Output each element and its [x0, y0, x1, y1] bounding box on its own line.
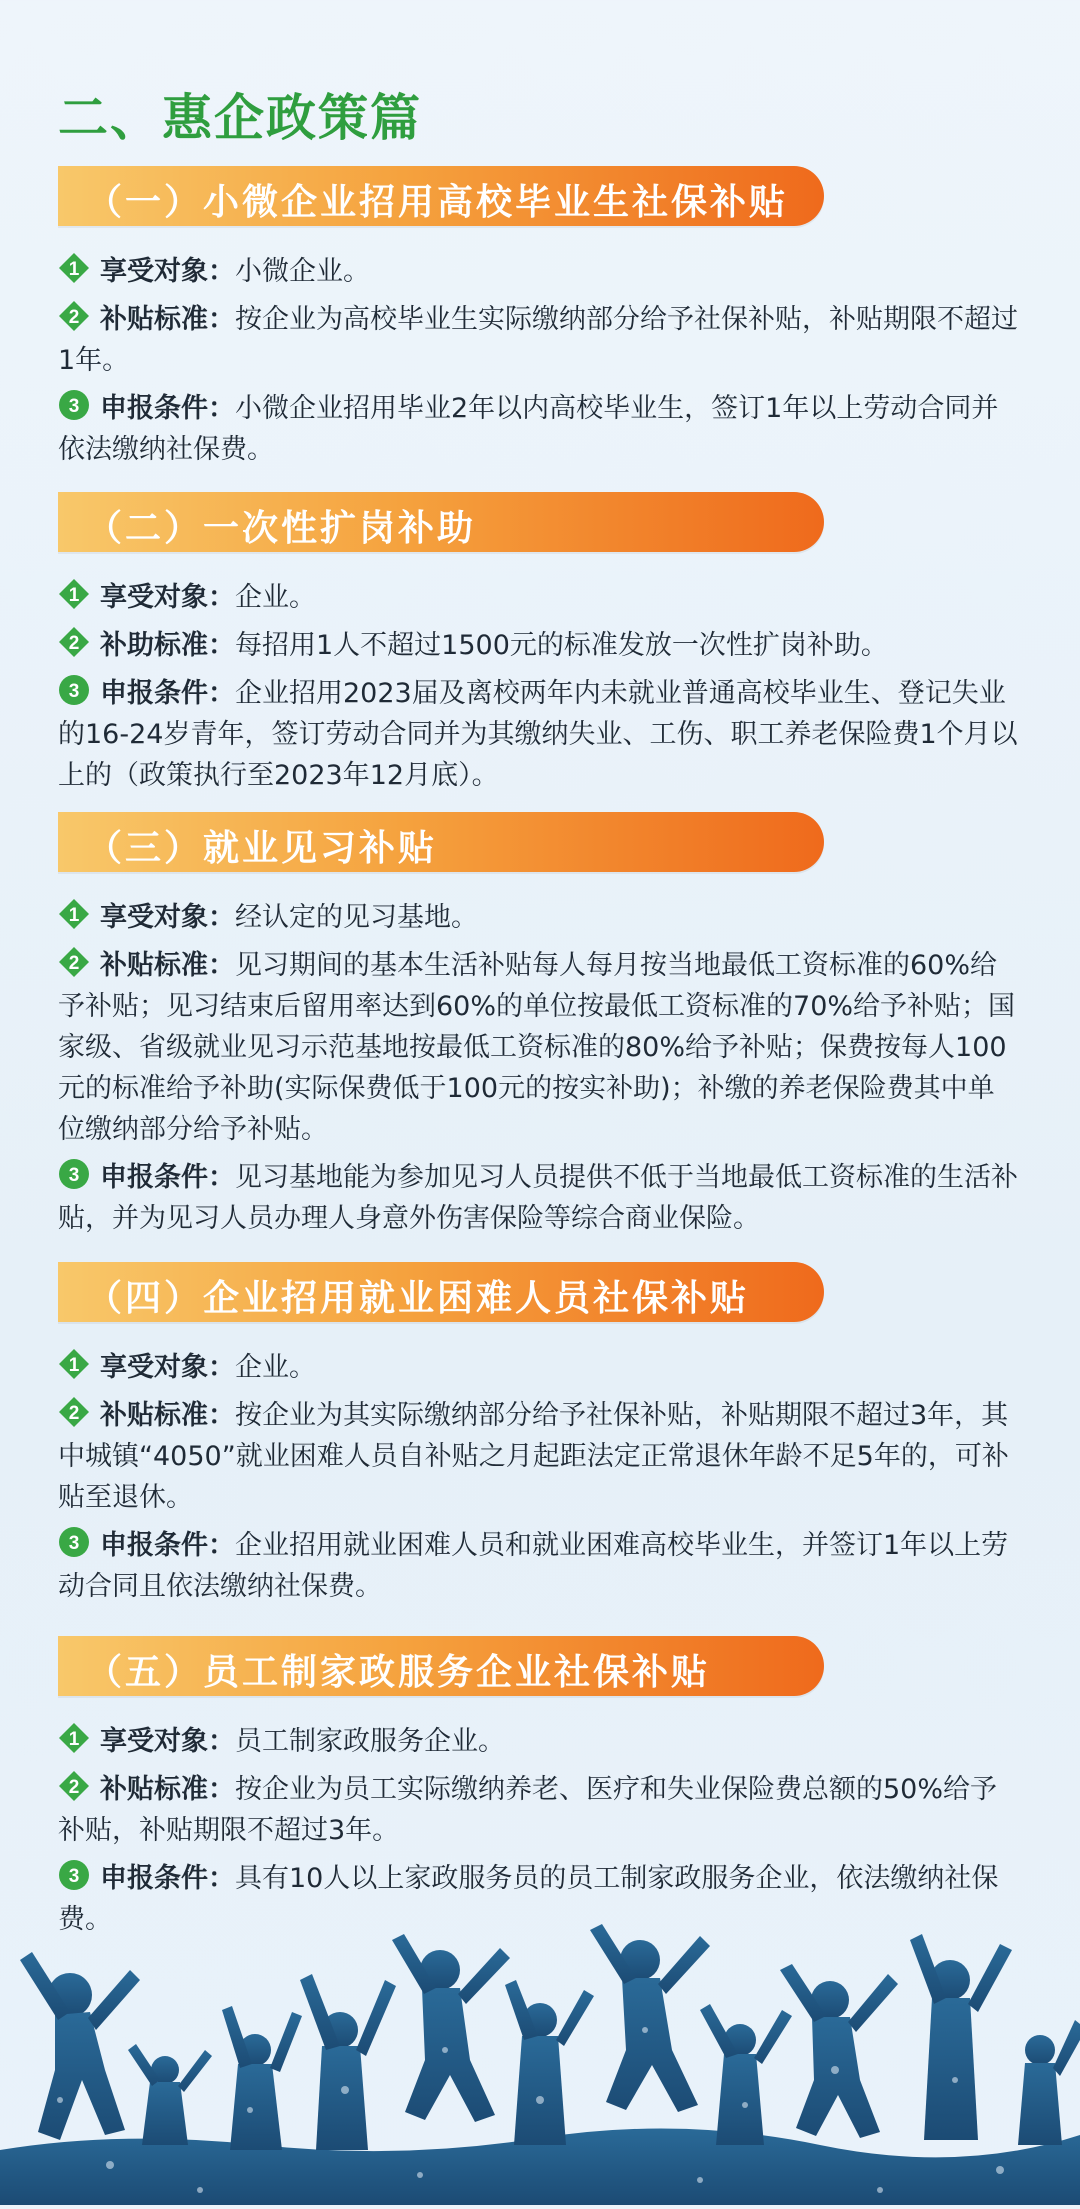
number-badge-2-icon [58, 1396, 90, 1428]
number-badge-2-icon [58, 1770, 90, 1802]
svg-text:1: 1 [68, 1729, 80, 1750]
list-item [58, 248, 1018, 292]
svg-text:1: 1 [68, 1355, 80, 1376]
svg-text:3: 3 [68, 396, 80, 417]
svg-text:3: 3 [68, 1165, 80, 1186]
list-item [58, 942, 1018, 1150]
svg-text:2: 2 [68, 307, 80, 328]
item-label: 申报条件： [100, 1863, 235, 1894]
item-list [58, 894, 1018, 1243]
section-heading: （五）员工制家政服务企业社保补贴 [86, 1652, 711, 1693]
item-text: 企业招用就业困难人员和就业困难高校毕业生，并签订1年以上劳动合同且依法缴纳社保费。 [58, 1530, 1009, 1602]
list-item [58, 385, 1018, 470]
item-label: 申报条件： [100, 1530, 235, 1561]
number-badge-3-icon [58, 674, 90, 706]
item-label: 补贴标准： [100, 950, 235, 981]
svg-text:1: 1 [68, 585, 80, 606]
item-label: 申报条件： [100, 678, 235, 709]
section-banner [58, 1262, 824, 1322]
item-text: 具有10人以上家政服务员的员工制家政服务企业，依法缴纳社保费。 [58, 1863, 999, 1935]
svg-text:2: 2 [68, 633, 80, 654]
section-heading: （一）小微企业招用高校毕业生社保补贴 [86, 182, 789, 223]
section-heading: （二）一次性扩岗补助 [86, 508, 477, 549]
item-text: 企业。 [235, 582, 316, 613]
svg-text:2: 2 [68, 1403, 80, 1424]
svg-text:3: 3 [68, 1533, 80, 1554]
item-list [58, 248, 1018, 474]
number-badge-1-icon [58, 578, 90, 610]
item-label: 享受对象： [100, 256, 235, 287]
list-item [58, 1718, 1018, 1762]
number-badge-2-icon [58, 626, 90, 658]
item-label: 补贴标准： [100, 304, 235, 335]
number-badge-1-icon [58, 1348, 90, 1380]
item-label: 享受对象： [100, 1726, 235, 1757]
page-title: 二、惠企政策篇 [58, 89, 422, 147]
item-label: 申报条件： [100, 393, 235, 424]
item-text: 见习期间的基本生活补贴每人每月按当地最低工资标准的60%给予补贴；见习结束后留用率达到60%的单位按最低工资标准的70%给予补贴；国家级、省级就业见习示范基地按最低工资标准的80%给予补贴；保费按每人100元的标准给予补助(实际保费低于100元的按实补助)；补缴的养老保险费其中单位缴纳部分给予补贴。 [58, 950, 1016, 1145]
item-list [58, 1344, 1018, 1611]
item-text: 按企业为员工实际缴纳养老、医疗和失业保险费总额的50%给予补贴，补贴期限不超过3年。 [58, 1774, 998, 1846]
item-text: 小微企业招用毕业2年以内高校毕业生，签订1年以上劳动合同并依法缴纳社保费。 [58, 393, 999, 465]
section-banner [58, 1636, 824, 1696]
item-label: 补贴标准： [100, 1400, 235, 1431]
item-text: 员工制家政服务企业。 [235, 1726, 505, 1757]
section-heading: （四）企业招用就业困难人员社保补贴 [86, 1278, 750, 1319]
list-item [58, 670, 1018, 796]
section-banner [58, 166, 824, 226]
svg-text:1: 1 [68, 259, 80, 280]
item-label: 享受对象： [100, 902, 235, 933]
item-text: 按企业为其实际缴纳部分给予社保补贴，补贴期限不超过3年，其中城镇“4050”就业困难人员自补贴之月起距法定正常退休年龄不足5年的，可补贴至退休。 [58, 1400, 1009, 1513]
item-text: 每招用1人不超过1500元的标准发放一次性扩岗补助。 [235, 630, 888, 661]
list-item [58, 574, 1018, 618]
number-badge-1-icon [58, 1722, 90, 1754]
crowd-silhouette-icon [0, 1900, 1080, 2205]
svg-text:3: 3 [68, 681, 80, 702]
item-text: 见习基地能为参加见习人员提供不低于当地最低工资标准的生活补贴，并为见习人员办理人身意外伤害保险等综合商业保险。 [58, 1162, 1018, 1234]
item-text: 按企业为高校毕业生实际缴纳部分给予社保补贴，补贴期限不超过1年。 [58, 304, 1018, 376]
number-badge-1-icon [58, 252, 90, 284]
list-item [58, 622, 1018, 666]
list-item [58, 1344, 1018, 1388]
number-badge-2-icon [58, 946, 90, 978]
section-banner [58, 812, 824, 872]
list-item [58, 1766, 1018, 1851]
list-item [58, 1392, 1018, 1518]
svg-text:2: 2 [68, 953, 80, 974]
celebrating-crowd-illustration [0, 1900, 1080, 2205]
number-badge-3-icon [58, 1526, 90, 1558]
svg-text:2: 2 [68, 1777, 80, 1798]
number-badge-3-icon [58, 1859, 90, 1891]
item-label: 申报条件： [100, 1162, 235, 1193]
list-item [58, 894, 1018, 938]
number-badge-1-icon [58, 898, 90, 930]
item-list [58, 574, 1018, 800]
number-badge-3-icon [58, 389, 90, 421]
list-item [58, 1522, 1018, 1607]
list-item [58, 1154, 1018, 1239]
item-label: 享受对象： [100, 582, 235, 613]
item-label: 享受对象： [100, 1352, 235, 1383]
item-text: 企业招用2023届及离校两年内未就业普通高校毕业生、登记失业的16-24岁青年，签订劳动合同并为其缴纳失业、工伤、职工养老保险费1个月以上的（政策执行至2023年12月底）。 [58, 678, 1018, 791]
number-badge-3-icon [58, 1158, 90, 1190]
item-text: 经认定的见习基地。 [235, 902, 478, 933]
item-text: 小微企业。 [235, 256, 370, 287]
list-item [58, 296, 1018, 381]
svg-text:1: 1 [68, 905, 80, 926]
section-banner [58, 492, 824, 552]
item-text: 企业。 [235, 1352, 316, 1383]
item-label: 补助标准： [100, 630, 235, 661]
section-heading: （三）就业见习补贴 [86, 828, 438, 869]
svg-text:3: 3 [68, 1866, 80, 1887]
number-badge-2-icon [58, 300, 90, 332]
item-label: 补贴标准： [100, 1774, 235, 1805]
